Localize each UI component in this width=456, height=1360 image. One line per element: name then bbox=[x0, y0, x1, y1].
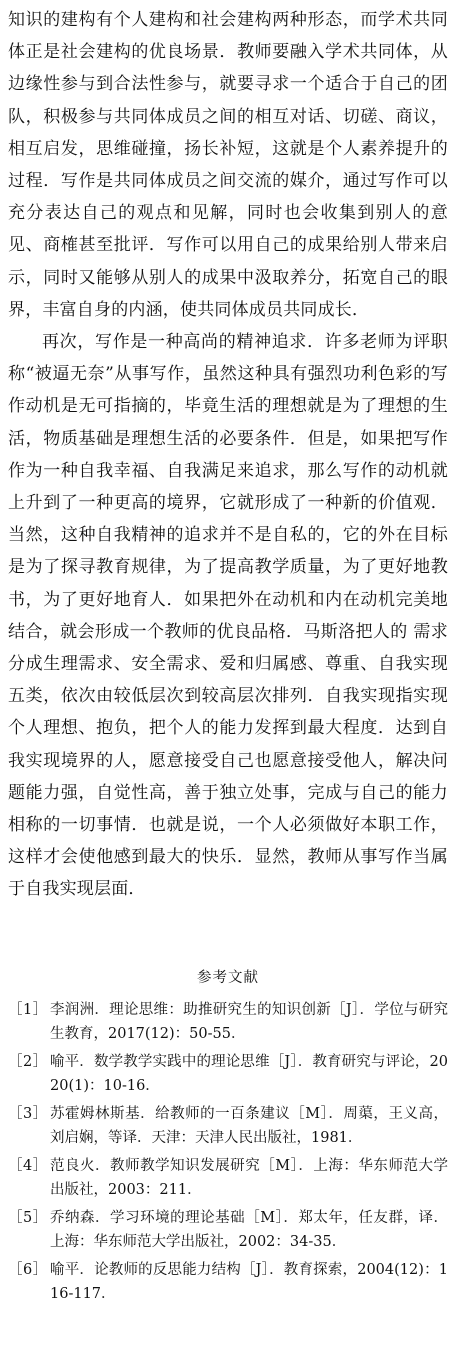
reference-list bbox=[8, 998, 448, 1307]
reference-item bbox=[8, 1102, 448, 1151]
reference-number: ［2］ bbox=[8, 1053, 48, 1070]
reference-number: ［1］ bbox=[8, 1001, 48, 1018]
reference-number: ［5］ bbox=[8, 1209, 48, 1226]
reference-number: ［4］ bbox=[8, 1157, 48, 1174]
reference-item bbox=[8, 1050, 448, 1099]
reference-item bbox=[8, 1154, 448, 1203]
reference-item bbox=[8, 998, 448, 1047]
reference-text: 乔纳森．学习环境的理论基础［M］．郑太年，任友群，译．上海：华东师范大学出版社，2002：34-35． bbox=[50, 1209, 448, 1251]
reference-text: 苏霍姆林斯基．给教师的一百条建议［M］．周蕖，王义高，刘启娴，等译．天津：天津人民出版社，1981． bbox=[50, 1105, 448, 1147]
reference-text: 范良火．教师教学知识发展研究［M］．上海：华东师范大学出版社，2003：211． bbox=[50, 1157, 448, 1199]
reference-text: 喻平．数学教学实践中的理论思维［J］．教育研究与评论，2020(1)：10-16． bbox=[50, 1053, 448, 1095]
body-paragraph: 知识的建构有个人建构和社会建构两种形态，而学术共同体正是社会建构的优良场景．教师要融入学术共同体，从边缘性参与到合法性参与，就要寻求一个适合于自己的团队，积极参与共同体成员之间的相互对话、切磋、商议，相互启发，思维碰撞，扬长补短，这就是个人素养提升的过程．写作是共同体成员之间交流的媒介，通过写作可以充分表达自己的观点和见解，同时也会收集到别人的意见、商榷甚至批评．写作可以用自己的成果给别人带来启示，同时又能够从别人的成果中汲取养分，拓宽自己的眼界，丰富自身的内涵，使共同体成员共同成长． bbox=[8, 10, 448, 320]
reference-text: 喻平．论教师的反思能力结构［J］．教育探索，2004(12)：116-117． bbox=[50, 1261, 448, 1303]
reference-number: ［6］ bbox=[8, 1261, 48, 1278]
references-heading: 参考文献 bbox=[197, 969, 259, 986]
reference-number: ［3］ bbox=[8, 1105, 48, 1122]
reference-item bbox=[8, 1206, 448, 1255]
reference-item bbox=[8, 1258, 448, 1307]
reference-text: 李润洲．理论思维：助推研究生的知识创新［J］．学位与研究生教育，2017(12)：50-55． bbox=[50, 1001, 448, 1043]
body-paragraph: 再次，写作是一种高尚的精神追求．许多老师为评职称“被逼无奈”从事写作，虽然这种具有强烈功利色彩的写作动机是无可指摘的，毕竟生活的理想就是为了理想的生活，物质基础是理想生活的必要条件．但是，如果把写作作为一种自我幸福、自我满足来追求，那么写作的动机就上升到了一种更高的境界，它就形成了一种新的价值观．当然，这种自我精神的追求并不是自私的，它的外在目标是为了探寻教育规律，为了提高教学质量，为了更好地教书，为了更好地育人．如果把外在动机和内在动机完美地结合，就会形成一个教师的优良品格．马斯洛把人的 需求分成生理需求、安全需求、爱和归属感、尊重、自我实现五类，依次由较低层次到较高层次排列．自我实现指实现个人理想、抱负，把个人的能力发挥到最大程度．达到自我实现境界的人，愿意接受自己也愿意接受他人，解决问题能力强，自觉性高，善于独立处事，完成与自己的能力相称的一切事情．也就是说，一个人必须做好本职工作，这样才会使他感到最大的快乐．显然，教师从事写作当属于自我实现层面． bbox=[8, 332, 448, 900]
